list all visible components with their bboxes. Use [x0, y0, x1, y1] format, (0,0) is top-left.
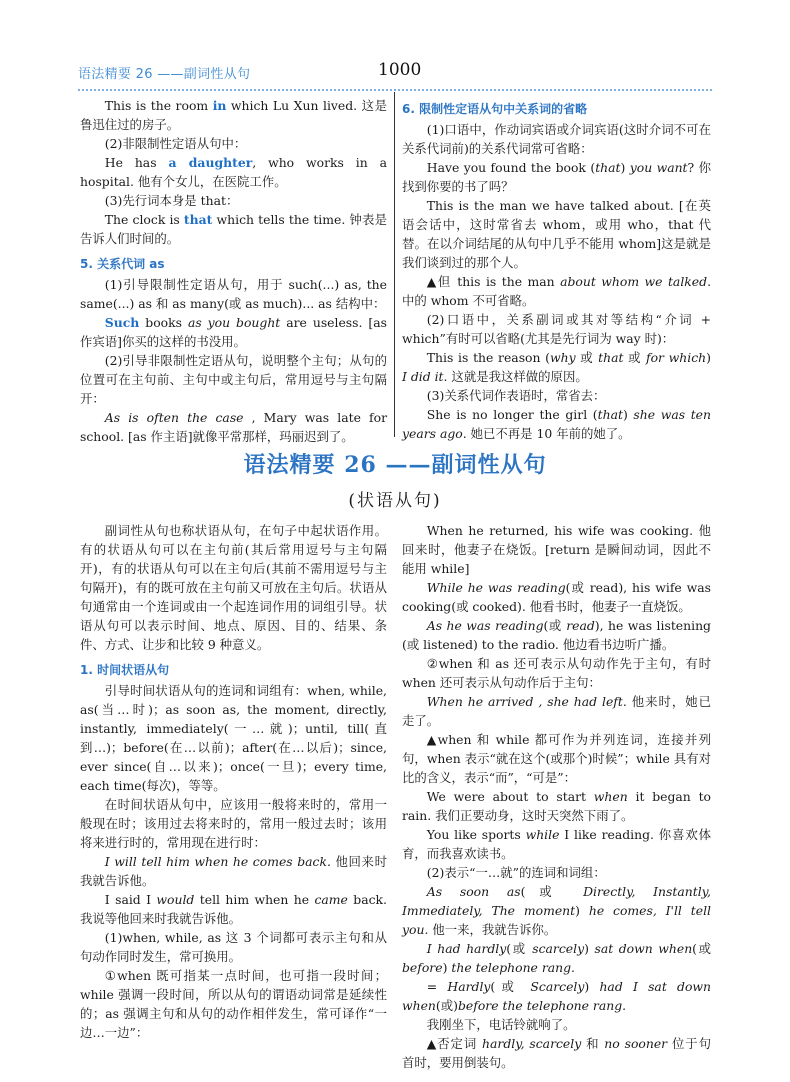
paragraph: This is the room in which Lu Xun lived. 这是鲁迅住过的房子。 — [80, 98, 388, 132]
paragraph: ▲但 this is the man about whom we talked. 中的 whom 不可省略。 — [402, 274, 712, 308]
paragraph: (2)表示“一…就”的连词和词组： — [426, 865, 606, 880]
paragraph: When he arrived , she had left. 他来时，她已走了。 — [402, 694, 711, 728]
paragraph: While he was reading(或 read), his wife was cooking(或 cooked). 他看书时，他妻子一直烧饭。 — [402, 580, 712, 614]
paragraph: ▲when 和 while 都可作为并列连词，连接并列句，when 表示“就在这个(或那个)时候”；while 具有对比的含义，表示“而”，“可是”： — [402, 732, 711, 785]
paragraph: You like sports while I like reading. 你喜欢体育，而我喜欢读书。 — [402, 827, 711, 861]
top-right-column — [402, 100, 711, 443]
bottom-right-column — [402, 521, 711, 1072]
paragraph: Such books as you bought are useless. [as 作宾语]你买的这样的书没用。 — [80, 315, 387, 349]
paragraph: (3)关系代词作表语时，常省去： — [426, 388, 606, 403]
paragraph: Have you found the book (that) you want? 你找到你要的书了吗？ — [402, 160, 711, 194]
paragraph: We were about to start when it began to rain. 我们正要动身，这时天突然下雨了。 — [402, 789, 712, 823]
paragraph: As he was reading(或 read), he was listening (或 listened) to the radio. 他边看书边听广播。 — [402, 618, 711, 652]
section-heading: 5. 关系代词 as — [80, 257, 165, 271]
paragraph: The clock is that which tells the time. 钟表是告诉人们时间的。 — [80, 212, 387, 246]
paragraph: 副词性从句也称状语从句，在句子中起状语作用。有的状语从句可以在主句前(其后常用逗号与主句隔开)，有的状语从句可以在主句后(其前不需用逗号与主句隔开)，有的既可放在主句前又可放在主句后。状语从句通常由一个连词或由一个起连词作用的词组引导。状语从句可以表示时间、地点、原因、目的、结果、条件、方式、让步和比较 9 种意义。 — [80, 523, 387, 652]
header-divider — [78, 89, 712, 91]
paragraph: I had hardly(或 scarcely) sat down when(或 before) the telephone rang. — [402, 941, 711, 975]
section-subtitle: (状语从句) — [348, 491, 442, 511]
paragraph: I will tell him when he comes back. 他回来时我就告诉他。 — [80, 854, 387, 888]
section-heading: 1. 时间状语从句 — [80, 663, 170, 677]
paragraph: I said I would tell him when he came back. 我说等他回来时我就告诉他。 — [80, 892, 387, 926]
paragraph: This is the man we have talked about. [在英语会话中，这时常省去 whom，或用 who，that 代替。在以介词结尾的从句中几乎不能用 whom]这是就是我们谈到过的那个人。 — [402, 198, 711, 270]
running-header — [78, 60, 712, 86]
running-title: 语法精要 26 ——副词性从句 — [78, 67, 251, 82]
paragraph: 引导时间状语从句的连词和词组有：when, while, as(当…时)；as soon as, the moment, directly, instantly, immediately(一…就)；until, till(直到…)；before(在…以前)；after(在…以后)；since, ever since(自…以来)；once(一旦)；every time, each time(每次)，等等。 — [80, 683, 387, 793]
paragraph: ▲否定词 hardly, scarcely 和 no sooner 位于句首时，要用倒装句。 — [402, 1036, 711, 1070]
paragraph: 我刚坐下，电话铃就响了。 — [426, 1017, 576, 1032]
paragraph: This is the reason (why 或 that 或 for which) I did it. 这就是我这样做的原因。 — [402, 350, 711, 384]
paragraph: As soon as(或 Directly, Instantly, Immediately, The moment) he comes, I'll tell you. 他一来，我就告诉你。 — [402, 884, 711, 937]
top-left-column — [80, 96, 387, 446]
paragraph: = Hardly(或 Scarcely) had I sat down when(或)before the telephone rang. — [402, 979, 711, 1013]
section-heading: 6. 限制性定语从句中关系词的省略 — [402, 102, 588, 116]
paragraph: (1)when, while, as 这 3 个词都可表示主句和从句动作同时发生，常可换用。 — [80, 930, 387, 964]
paragraph: She is no longer the girl (that) she was ten years ago. 她已不再是 10 年前的她了。 — [402, 407, 711, 441]
paragraph: ②when 和 as 还可表示从句动作先于主句，有时 when 还可表示从句动作后于主句： — [402, 656, 711, 690]
paragraph: (3)先行词本身是 that： — [104, 193, 239, 208]
bottom-left-column — [80, 521, 387, 1042]
paragraph: (2)非限制性定语从句中： — [104, 136, 247, 151]
paragraph: (1)引导限制性定语从句，用于 such(...) as, the same(...) as 和 as many(或 as much)... as 结构中： — [80, 277, 387, 311]
paragraph: He has a daughter, who works in a hospital. 他有个女儿，在医院工作。 — [80, 155, 387, 189]
column-divider — [394, 92, 395, 437]
paragraph: As is often the case , Mary was late for school. [as 作主语]就像平常那样，玛丽迟到了。 — [80, 410, 387, 444]
paragraph: ①when 既可指某一点时间，也可指一段时间；while 强调一段时间，所以从句的谓语动词常是延续性的；as 强调主句和从句的动作相伴发生，常可译作“一边…一边”： — [80, 968, 387, 1040]
paragraph: (1)口语中，作动词宾语或介词宾语(这时介词不可在关系代词前)的关系代词常可省略： — [402, 122, 711, 156]
page-number: 1000 — [378, 60, 422, 80]
paragraph: 在时间状语从句中，应该用一般将来时的，常用一般现在时；该用过去将来时的，常用一般过去时；该用将来进行时的，常用现在进行时： — [80, 797, 387, 850]
paragraph: When he returned, his wife was cooking. 他回来时，他妻子在烧饭。[return 是瞬间动词，因此不能用 while] — [402, 523, 711, 576]
section-title: 语法精要 26 ——副词性从句 — [243, 452, 547, 478]
paragraph: (2)引导非限制性定语从句，说明整个主句；从句的位置可在主句前、主句中或主句后，常用逗号与主句隔开： — [80, 353, 387, 406]
paragraph: (2)口语中，关系副词或其对等结构“介词 + which”有时可以省略(尤其是先行词为 way 时)： — [402, 312, 711, 346]
